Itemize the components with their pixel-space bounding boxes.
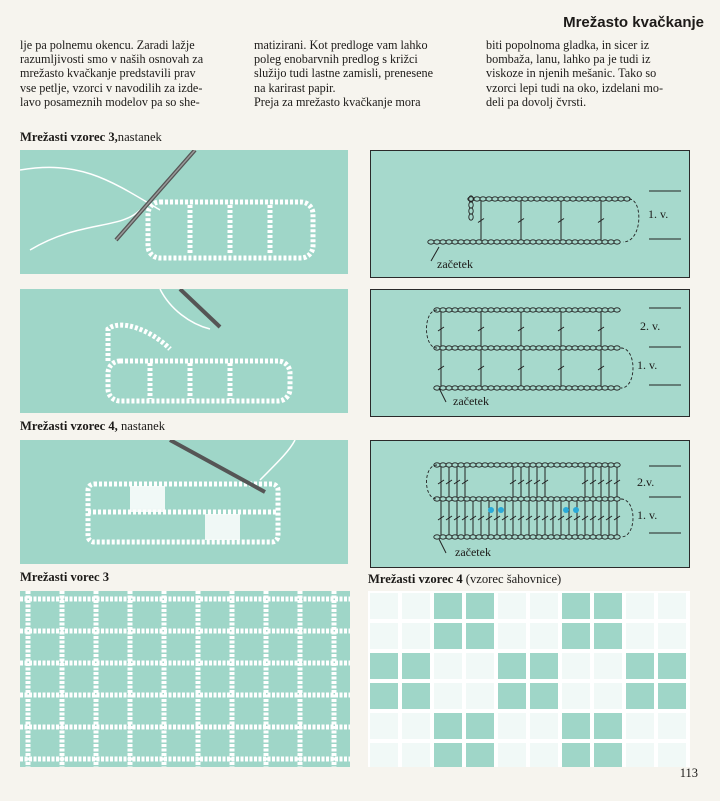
text-line: Preja za mrežasto kvačkanje mora	[254, 94, 421, 109]
page-number: 113	[679, 766, 698, 780]
caption-bold: Mrežasti vzorec 3,	[20, 130, 118, 144]
intro-column-1	[20, 38, 230, 109]
start-label: začetek	[455, 545, 491, 559]
row-label-1: 1. v.	[637, 508, 658, 522]
diagram-row2	[370, 289, 690, 417]
row-label-2: 2. v.	[640, 319, 661, 333]
caption-pattern3	[20, 570, 109, 585]
text-line: matizirani. Kot predloge vam lahko	[254, 38, 428, 52]
caption-pattern3-start	[20, 130, 162, 145]
text-line: lje pa polnemu okencu. Zaradi lažje	[20, 38, 195, 52]
diagram-svg	[371, 441, 689, 567]
row-label-1: 1. v.	[637, 358, 658, 372]
caption-pattern4	[368, 572, 561, 587]
text-line: mrežasto kvačkanje predstavili prav	[20, 66, 196, 81]
photo-pattern4-step1	[20, 440, 348, 564]
caption-rest: (vzorec šahovnice)	[465, 572, 562, 586]
caption-rest: nastanek	[117, 130, 162, 144]
caption-rest: nastanek	[117, 419, 166, 433]
text-line: služijo tudi lastne zamisli, prenesene	[254, 66, 434, 81]
text-line: viskoze in njenih mešanic. Tako so	[486, 66, 657, 81]
intro-column-3	[486, 38, 696, 109]
photo-pattern3-step1	[20, 150, 348, 274]
text-line: biti popolnoma gladka, in sicer iz	[486, 38, 650, 52]
text-line: razumljivosti smo v naših osnovah za	[20, 52, 204, 67]
marker-dots	[488, 507, 579, 513]
row-label-2: 2.v.	[637, 475, 655, 489]
text-line: poleg enobarvnih predlog s križci	[254, 52, 418, 67]
row-label-1: 1. v.	[648, 207, 669, 221]
diagram-row2-checkerboard	[370, 440, 690, 568]
text-line: lavo posameznih modelov pa so she-	[20, 94, 200, 109]
intro-column-2	[254, 38, 464, 109]
text-line: vse petlje, vzorci v navodilih za izde-	[20, 80, 203, 95]
caption-bold: Mrežasti vzorec 4	[368, 572, 463, 586]
start-label: začetek	[437, 257, 473, 271]
text-line: vzorci lepi tudi na oko, izdelani mo-	[486, 80, 664, 95]
text-line: bombaža, lanu, lahko pa je tudi iz	[486, 52, 651, 67]
start-label: začetek	[453, 394, 489, 408]
photo-pattern3-step2	[20, 289, 348, 413]
caption-pattern4-start	[20, 419, 165, 434]
diagram-svg	[371, 151, 689, 277]
text-line: deli pa dovolj čvrsti.	[486, 94, 587, 109]
diagram-svg	[371, 290, 689, 416]
caption-bold: Mrežasti vorec 3	[20, 570, 110, 584]
photo-pattern3-mesh	[20, 591, 350, 767]
text-line: na karirast papir.	[254, 80, 336, 95]
diagram-row1	[370, 150, 690, 278]
photo-pattern4-checkerboard	[368, 591, 690, 767]
page-title: Mrežasto kvačkanje	[563, 14, 704, 31]
caption-bold: Mrežasti vzorec 4,	[20, 419, 118, 433]
